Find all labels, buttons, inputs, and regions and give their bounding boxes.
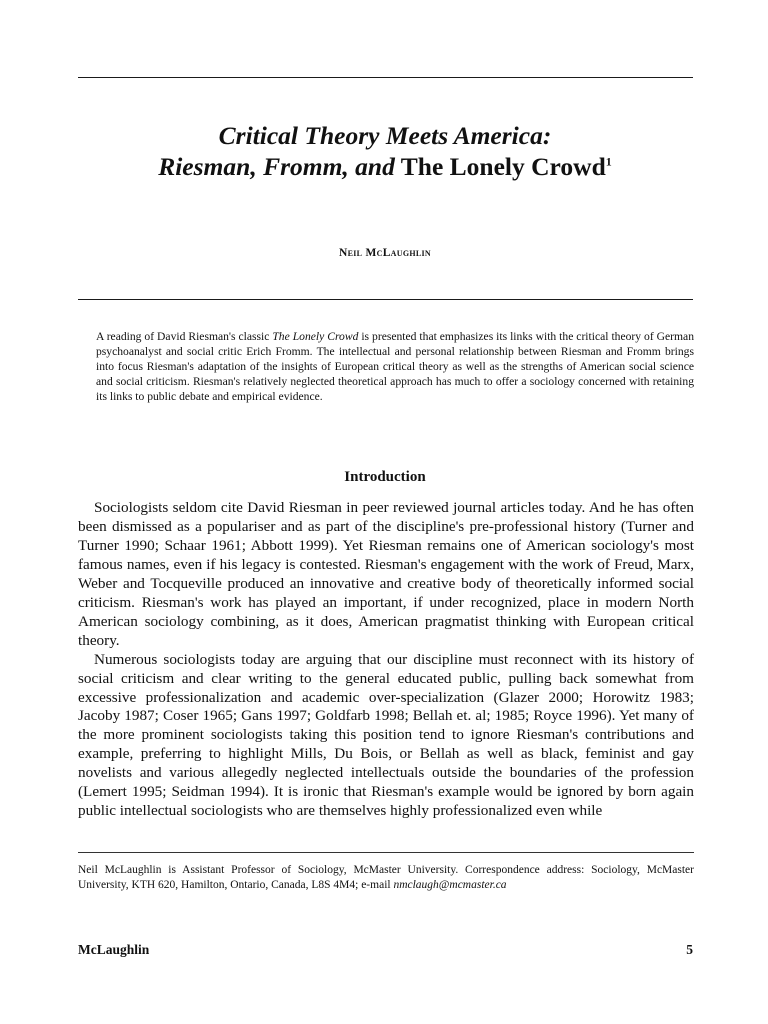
abstract-intro: A reading of David Riesman's classic [96,330,273,343]
title-footnote-marker: 1 [605,154,612,169]
title-book-name: The Lonely Crowd [400,152,606,181]
page-number: 5 [686,942,693,957]
author-name: Neil McLaughlin [339,247,431,259]
running-footer-author: McLaughlin [78,942,150,957]
body-paragraph-1: Sociologists seldom cite David Riesman in peer reviewed journal articles today. And he has often been dismissed as a populariser and as part of the discipline's pre-professional history (Turner and Turner 1990; Schaar 1961; Abbott 1999). Yet Riesman remains one of American sociology's most famous names, even if his legacy is contested. Riesman's engagement with the work of Freud, Marx, Weber and Tocqueville produced an innovative and creative body of theoretically informed social criticism. Riesman's work has played an important, if under recognized, place in modern North American sociology combining, as it does, American pragmatist thinking with European critical theory. [78,499,694,649]
abstract [96,330,694,405]
section-heading: Introduction [344,469,426,485]
header-divider [78,299,693,300]
article-title [60,120,710,182]
author-footnote [78,863,694,893]
top-rule [78,77,693,78]
footnote-text: Neil McLaughlin is Assistant Professor of Sociology, McMaster University. Correspondence address: Sociology, McMaster University, KTH 620, Hamilton, Ontario, Canada, L8S 4M4; e-mail [78,864,694,891]
title-line-1: Critical Theory Meets America: [218,121,552,150]
body-text [78,499,694,821]
body-paragraph-2: Numerous sociologists today are arguing that our discipline must reconnect with its history of social criticism and clear writing to the general educated public, pulling back somewhat from excessive professionalization and academic over-specialization (Glazer 2000; Horowitz 1983; Jacoby 1987; Coser 1965; Gans 1997; Goldfarb 1998; Bellah et. al; 1985; Royce 1996). Yet many of the more prominent sociologists taking this position tend to ignore Riesman's contributions and example, preferring to highlight Mills, Du Bois, or Bellah as well as black, feminist and gay novelists and various allegedly neglected intellectuals outside the boundaries of the profession (Lemert 1995; Seidman 1994). It is ironic that Riesman's example would be ignored by born again public intellectual sociologists who are themselves highly professionalized even while [78,650,694,820]
footnote-email: nmclaugh@mcmaster.ca [393,879,507,891]
abstract-rest: is presented that emphasizes its links with the critical theory of German psychoanalyst and social critic Erich Fromm. The intellectual and personal relationship between Riesman and Fromm brings into focus Riesman's adaptation of the insights of European critical theory as well as the strengths of American social science and social criticism. Riesman's relatively neglected theoretical approach has much to offer a sociology concerned with retaining its links to public debate and empirical evidence. [96,330,694,403]
title-line-2 [60,151,710,182]
abstract-book-title: The Lonely Crowd [272,330,359,343]
footnote-divider [78,852,694,853]
title-line-2-italic: Riesman, Fromm, and [158,152,395,181]
